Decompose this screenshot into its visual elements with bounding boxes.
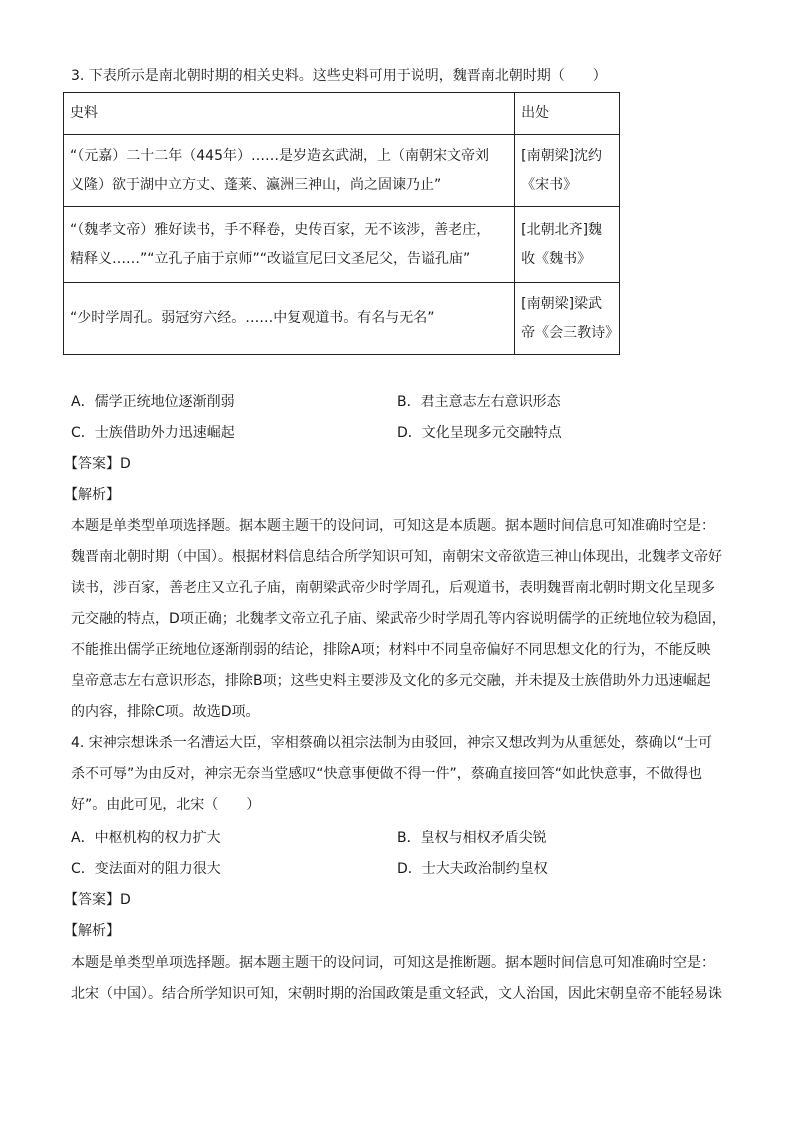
- q3-option-d: D．文化呈现多元交融特点: [397, 425, 562, 441]
- q4-option-b: B．皇权与相权矛盾尖锐: [397, 830, 547, 846]
- table-header-material: 史料: [64, 93, 515, 135]
- table-cell-material: “（元嘉）二十二年（445年）……是岁造玄武湖，上（南朝宋文帝刘 义隆）欲于湖中立方丈、蓬莱、瀛洲三神山，尚之固谏乃止”: [64, 135, 515, 207]
- q4-option-c: C．变法面对的阻力很大: [71, 861, 221, 877]
- table-cell-source: [北朝北齐]魏 收《魏书》: [515, 207, 620, 283]
- q3-option-b: B．君主意志左右意识形态: [397, 394, 561, 410]
- q4-analysis-label: 【解析】: [64, 923, 120, 939]
- q3-analysis-line: 皇帝意志左右意识形态，排除B项；这些史料主要涉及文化的多元交融，并未提及士族借助外力迅速崛起: [71, 673, 711, 689]
- table-header-row: [64, 93, 620, 135]
- table-cell-source: [南朝梁]沈约 《宋书》: [515, 135, 620, 207]
- q3-source-table: [63, 92, 620, 355]
- q4-analysis-line: 北宋（中国）。结合所学知识可知，宋朝时期的治国政策是重文轻武，文人治国，因此宋朝皇帝不能轻易诛: [71, 986, 722, 1002]
- q4-stem-line: 4. 宋神宗想诛杀一名漕运大臣，宰相蔡确以祖宗法制为由驳回，神宗又想改判为从重惩处，蔡确以“士可: [71, 735, 713, 751]
- q3-answer: 【答案】D: [64, 456, 131, 472]
- table-row: [64, 283, 620, 355]
- q3-analysis-label: 【解析】: [64, 487, 120, 503]
- table-cell-source: [南朝梁]梁武 帝《会三教诗》: [515, 283, 620, 355]
- table-row: [64, 207, 620, 283]
- table-cell-material: “少时学周孔。弱冠穷六经。……中复观道书。有名与无名”: [64, 283, 515, 355]
- q3-analysis-line: 读书，涉百家，善老庄又立孔子庙，南朝梁武帝少时学周孔，后观道书，表明魏晋南北朝时期文化呈现多: [71, 580, 715, 596]
- table-header-source: 出处: [515, 93, 620, 135]
- table-row: [64, 135, 620, 207]
- q4-answer: 【答案】D: [64, 892, 131, 908]
- q4-stem-line: 好”。由此可见，北宋（ ）: [71, 797, 261, 813]
- q3-analysis-line: 不能推出儒学正统地位逐渐削弱的结论，排除A项；材料中不同皇帝偏好不同思想文化的行为，不能反映: [71, 642, 711, 658]
- q4-stem-line: 杀不可辱”为由反对，神宗无奈当堂感叹“快意事便做不得一件”，蔡确直接回答“如此快意事，不做得也: [71, 766, 703, 782]
- q3-analysis-line: 元交融的特点，D项正确；北魏孝文帝立孔子庙、梁武帝少时学周孔等内容说明儒学的正统地位较为稳固，: [71, 611, 726, 627]
- q3-option-a: A．儒学正统地位逐渐削弱: [71, 394, 235, 410]
- q4-analysis-line: 本题是单类型单项选择题。据本题主题干的设问词，可知这是推断题。据本题时间信息可知准确时空是：: [71, 955, 715, 971]
- q3-analysis-line: 本题是单类型单项选择题。据本题主题干的设问词，可知这是本质题。据本题时间信息可知准确时空是：: [71, 518, 715, 534]
- q4-option-d: D．士大夫政治制约皇权: [397, 861, 548, 877]
- q4-option-a: A．中枢机构的权力扩大: [71, 830, 221, 846]
- q3-analysis-line: 魏晋南北朝时期（中国）。根据材料信息结合所学知识可知，南朝宋文帝欲造三神山体现出，北魏孝文帝好: [71, 549, 722, 565]
- q3-option-c: C．士族借助外力迅速崛起: [71, 425, 235, 441]
- q3-analysis-line: 的内容，排除C项。故选D项。: [71, 704, 260, 720]
- table-cell-material: “（魏孝文帝）雅好读书，手不释卷，史传百家，无不该涉，善老庄， 精释义……”“立孔子庙于京师”“改谥宣尼曰文圣尼父，告谥孔庙”: [64, 207, 515, 283]
- q3-stem: 3. 下表所示是南北朝时期的相关史料。这些史料可用于说明，魏晋南北朝时期（ ）: [71, 68, 607, 84]
